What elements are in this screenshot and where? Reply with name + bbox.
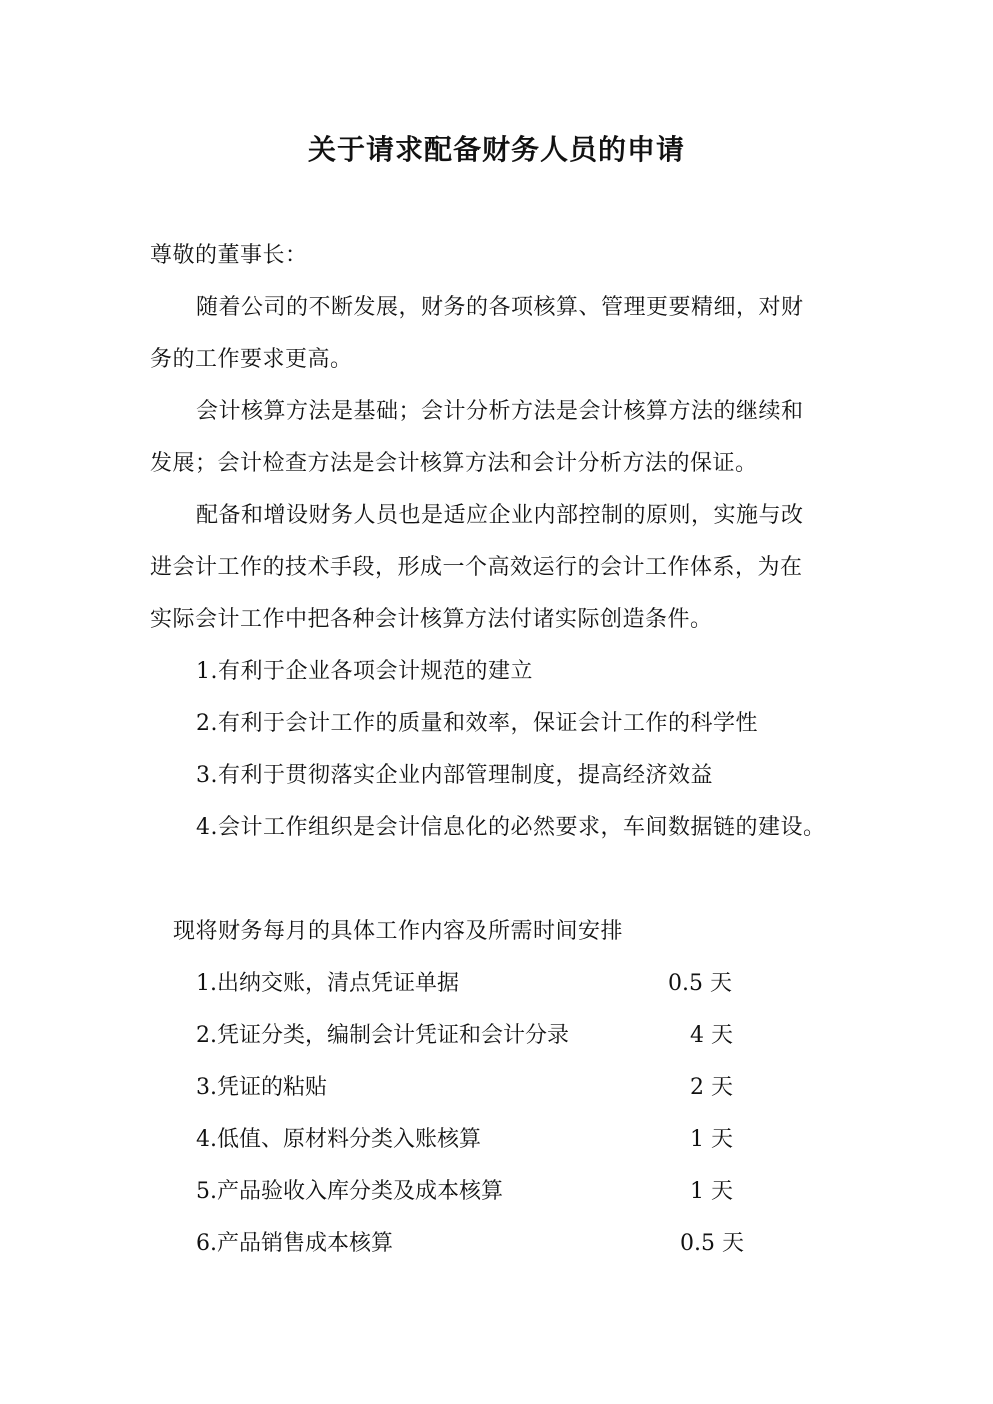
paragraph-2-line-1: 会计核算方法是基础；会计分析方法是会计核算方法的继续和 <box>196 399 804 424</box>
schedule-task: 4.低值、原材料分类入账核算 <box>196 1127 481 1152</box>
schedule-duration: 1 天 <box>690 1179 733 1204</box>
schedule-duration: 0.5 天 <box>668 971 732 996</box>
salutation: 尊敬的董事长： <box>150 243 308 268</box>
schedule-task: 6.产品销售成本核算 <box>196 1231 393 1256</box>
schedule-task: 2.凭证分类，编制会计凭证和会计分录 <box>196 1023 569 1048</box>
paragraph-1-line-2: 务的工作要求更高。 <box>150 347 353 372</box>
paragraph-3-line-1: 配备和增设财务人员也是适应企业内部控制的原则，实施与改 <box>196 503 804 528</box>
schedule-task: 1.出纳交账，清点凭证单据 <box>196 971 459 996</box>
benefit-item-3: 3.有利于贯彻落实企业内部管理制度，提高经济效益 <box>196 763 713 788</box>
schedule-task: 3.凭证的粘贴 <box>196 1075 327 1100</box>
benefit-item-1: 1.有利于企业各项会计规范的建立 <box>196 659 533 684</box>
paragraph-1-line-1: 随着公司的不断发展，财务的各项核算、管理更要精细，对财 <box>196 295 804 320</box>
schedule-heading: 现将财务每月的具体工作内容及所需时间安排 <box>173 919 624 944</box>
schedule-duration: 0.5 天 <box>680 1231 744 1256</box>
schedule-duration: 1 天 <box>690 1127 733 1152</box>
paragraph-3-line-2: 进会计工作的技术手段，形成一个高效运行的会计工作体系，为在 <box>150 555 803 580</box>
schedule-duration: 4 天 <box>690 1023 733 1048</box>
benefit-item-4: 4.会计工作组织是会计信息化的必然要求，车间数据链的建设。 <box>196 815 826 840</box>
benefit-item-2: 2.有利于会计工作的质量和效率，保证会计工作的科学性 <box>196 711 758 736</box>
paragraph-3-line-3: 实际会计工作中把各种会计核算方法付诸实际创造条件。 <box>150 607 713 632</box>
paragraph-2-line-2: 发展；会计检查方法是会计核算方法和会计分析方法的保证。 <box>150 451 758 476</box>
schedule-duration: 2 天 <box>690 1075 733 1100</box>
schedule-task: 5.产品验收入库分类及成本核算 <box>196 1179 503 1204</box>
document-title: 关于请求配备财务人员的申请 <box>307 133 685 166</box>
